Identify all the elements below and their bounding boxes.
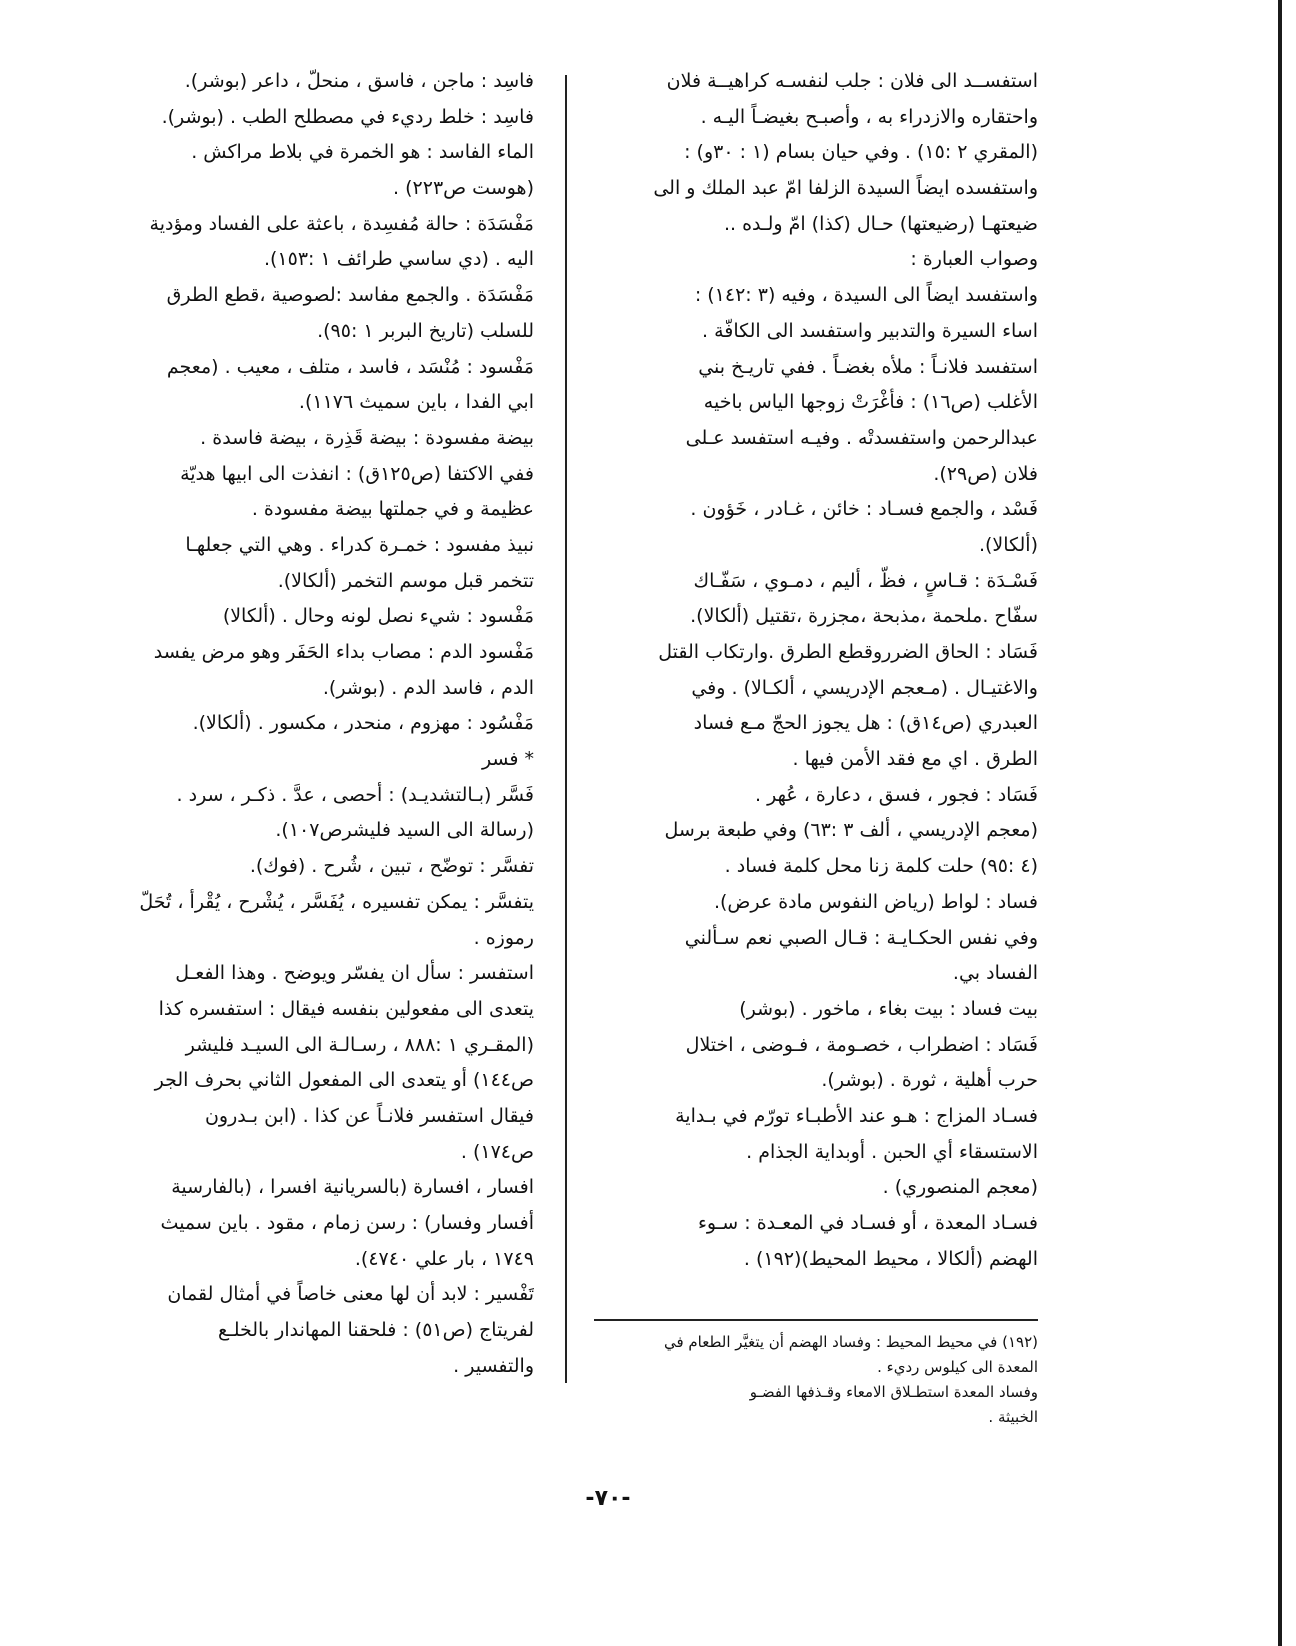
text-line: سفّاح .ملحمة ،مذبحة ،مجزرة ،تقتيل (ألكالا). — [690, 605, 1038, 628]
text-line: (٤ :٩٥) حلت كلمة زنا محل كلمة فساد . — [724, 855, 1038, 878]
text-line: استفسد فلانـاً : ملأه بغضـاً . ففي تاريـخ بني — [698, 355, 1038, 378]
text-line: واستفسد ايضاً الى السيدة ، وفيه (٣ :١٤٢) : — [694, 284, 1038, 307]
text-line: اليه . (دي ساسي طرائف ١ :١٥٣). — [263, 248, 534, 271]
text-line: أفسار وفسار) : رسن زمام ، مقود . باين سميث — [160, 1212, 534, 1234]
text-line: ص١٧٤) . — [460, 1140, 534, 1163]
right-column — [594, 64, 1038, 1277]
text-line: فلان (ص٢٩). — [933, 462, 1038, 485]
text-line: رموزه . — [473, 926, 534, 949]
text-line: (معجم المنصوري) . — [882, 1176, 1038, 1199]
scan-edge-border — [1278, 0, 1282, 1646]
text-line: استفســد الى فلان : جلب لنفسـه كراهيــة فلان — [666, 70, 1038, 92]
text-line: استفسر : سأل ان يفسّر ويوضح . وهذا الفعـل — [175, 962, 534, 985]
text-line: فَسْد ، والجمع فسـاد : خائن ، غـادر ، خَؤون . — [690, 498, 1038, 521]
column-divider — [565, 75, 567, 1383]
text-line: (المقـري ١ :٨٨٨ ، رسـالـة الى السيـد فليشر — [185, 1033, 534, 1056]
text-line: (هوست ص٢٢٣) . — [393, 177, 534, 200]
text-line: والاغتيـال . (مـعجم الإدريسي ، ألكـالا) . وفي — [691, 676, 1038, 699]
text-line: مَفْسَدَة : حالة مُفسِدة ، باعثة على الفساد ومؤدية — [149, 212, 534, 235]
text-line: افسار ، افسارة (بالسريانية افسرا ، (بالفارسية — [171, 1176, 534, 1199]
text-line: مَفْسَدَة . والجمع مفاسد :لصوصية ،قطع الطرق — [166, 284, 534, 307]
text-line: فاسِد : خلط رديء في مصطلح الطب . (بوشر). — [161, 105, 534, 128]
text-line: ففي الاكتفا (ص١٢٥ق) : انفذت الى ابيها هديّة — [180, 462, 534, 485]
text-line: والتفسير . — [453, 1354, 534, 1377]
footnote-rule — [594, 1319, 1038, 1321]
text-line: الأغلب (ص١٦) : فأغْرَتْ زوجها الياس باخيه — [703, 391, 1038, 414]
text-line: فَسَاد : الحاق الضرروقطع الطرق .وارتكاب القتل — [658, 641, 1038, 663]
text-line: فَسَّر (بـالتشديـد) : أحصى ، عدَّ . ذكـر ، سرد . — [176, 783, 534, 806]
text-line: مَفْسود : شيء نصل لونه وحال . (ألكالا) — [222, 605, 534, 628]
footnote-line: وفساد المعدة استطـلاق الامعاء وقـذفها الفضـو — [749, 1383, 1038, 1401]
text-line: بيت فساد : بيت بغاء ، ماخور . (بوشر) — [739, 997, 1038, 1020]
text-line: فاسِد : ماجن ، فاسق ، منحلّ ، داعر (بوشر). — [184, 70, 534, 92]
footnotes — [594, 1330, 1038, 1430]
text-line: بيضة مفسودة : بيضة قَذِرة ، بيضة فاسدة . — [200, 426, 534, 449]
text-line: * فسر — [481, 748, 534, 771]
text-line: العبدري (ص١٤ق) : هل يجوز الحجّ مـع فساد — [693, 712, 1038, 735]
text-line: فيقال استفسر فلانـاً عن كذا . (ابن بـدرون — [204, 1104, 534, 1127]
text-line: الفساد بي. — [952, 962, 1038, 985]
text-line: واحتقاره والازدراء به ، وأصبـح بغيضـاً اليـه . — [700, 105, 1038, 128]
text-line: عبدالرحمن واستفسدتْه . وفيـه استفسد عـلى — [685, 426, 1038, 449]
text-line: نبيذ مفسود : خمـرة كدراء . وهي التي جعلهـا — [185, 533, 534, 556]
text-line: واستفسده ايضاً السيدة الزلفا امّ عبد الملك و الى — [653, 177, 1038, 200]
footnote-line: الخبيثة . — [988, 1408, 1038, 1426]
text-line: مَفْسود : مُنْسَد ، فاسد ، متلف ، معيب . (معجم — [166, 355, 534, 378]
text-line: الطرق . اي مع فقد الأمن فيها . — [792, 748, 1038, 771]
left-column — [106, 64, 534, 1384]
text-line: مَفْسُود : مهزوم ، منحدر ، مكسور . (ألكالا). — [192, 712, 534, 735]
text-line: عظيمة و في جملتها بيضة مفسودة . — [251, 498, 534, 521]
page-number: -٧٠- — [585, 1486, 631, 1511]
text-line: يتفسَّر : يمكن تفسيره ، يُفَسَّر ، يُشْرح ، يُقْرأ ، تُحَلّ — [139, 890, 534, 913]
text-line: وفي نفس الحكـايـة : قـال الصبي نعم سـألني — [684, 926, 1038, 949]
text-line: ابي الفدا ، باين سميث ١١٧٦). — [298, 391, 534, 414]
text-line: الاستسقاء أي الحبن . أوبداية الجذام . — [746, 1140, 1038, 1163]
text-line: لفريتاج (ص٥١) : فلحقنا المهاندار بالخلـع — [218, 1319, 534, 1342]
text-line: مَفْسود الدم : مصاب بداء الحَفَر وهو مرض يفسد — [153, 641, 534, 663]
text-line: فَسْـدَة : قـاسٍ ، فظّ ، أليم ، دمـوي ، سَفّـاك — [693, 569, 1038, 592]
footnote-line: المعدة الى كيلوس رديء . — [877, 1358, 1038, 1376]
text-line: يتعدى الى مفعولين بنفسه فيقال : استفسره كذا — [158, 997, 534, 1020]
text-line: (رسالة الى السيد فليشرص١٠٧). — [275, 819, 534, 842]
text-line: ضيعتهـا (رضيعتها) حـال (كذا) امّ ولـده .. — [723, 212, 1038, 235]
text-line: تفسَّر : توضّح ، تبين ، شُرح . (فوك). — [249, 855, 534, 878]
text-line: اساء السيرة والتدبير واستفسد الى الكافّة . — [701, 319, 1038, 342]
text-line: فَسَاد : اضطراب ، خصـومة ، فـوضى ، اختلال — [685, 1033, 1038, 1056]
text-line: الهضم (ألكالا ، محيط المحيط)(١٩٢) . — [743, 1247, 1038, 1270]
text-line: ١٧٤٩ ، بار علي ٤٧٤٠). — [354, 1247, 534, 1270]
text-line: وصواب العبارة : — [910, 248, 1038, 271]
text-line: تَفْسير : لابد أن لها معنى خاصاً في أمثال لقمان — [167, 1283, 534, 1306]
text-line: (المقري ٢ :١٥) . وفي حيان بسام (١ : ٣٠و) : — [684, 141, 1038, 164]
text-line: ص١٤٤) أو يتعدى الى المفعول الثاني بحرف الجر — [154, 1069, 534, 1092]
text-line: (ألكالا). — [978, 533, 1038, 556]
text-line: تتخمر قبل موسم التخمر (ألكالا). — [277, 569, 534, 592]
footnote-line: (١٩٢) في محيط المحيط : وفساد الهضم أن يتغيَّر الطعام في — [663, 1333, 1038, 1351]
text-line: (معجم الإدريسي ، ألف ٣ :٦٣) وفي طبعة برسل — [664, 819, 1038, 842]
text-line: الماء الفاسد : هو الخمرة في بلاط مراكش . — [191, 141, 534, 164]
text-line: الدم ، فاسد الدم . (بوشر). — [322, 676, 534, 699]
text-line: فَسَاد : فجور ، فسق ، دعارة ، عُهر . — [755, 783, 1038, 806]
text-line: حرب أهلية ، ثورة . (بوشر). — [821, 1069, 1038, 1092]
text-line: فساد : لواط (رياض النفوس مادة عرض). — [713, 890, 1038, 913]
text-line: فسـاد المزاج : هـو عند الأطبـاء تورّم في بـداية — [675, 1104, 1038, 1127]
text-line: فسـاد المعدة ، أو فسـاد في المعـدة : سـوء — [697, 1212, 1038, 1234]
text-line: للسلب (تاريخ البربر ١ :٩٥). — [317, 319, 534, 342]
